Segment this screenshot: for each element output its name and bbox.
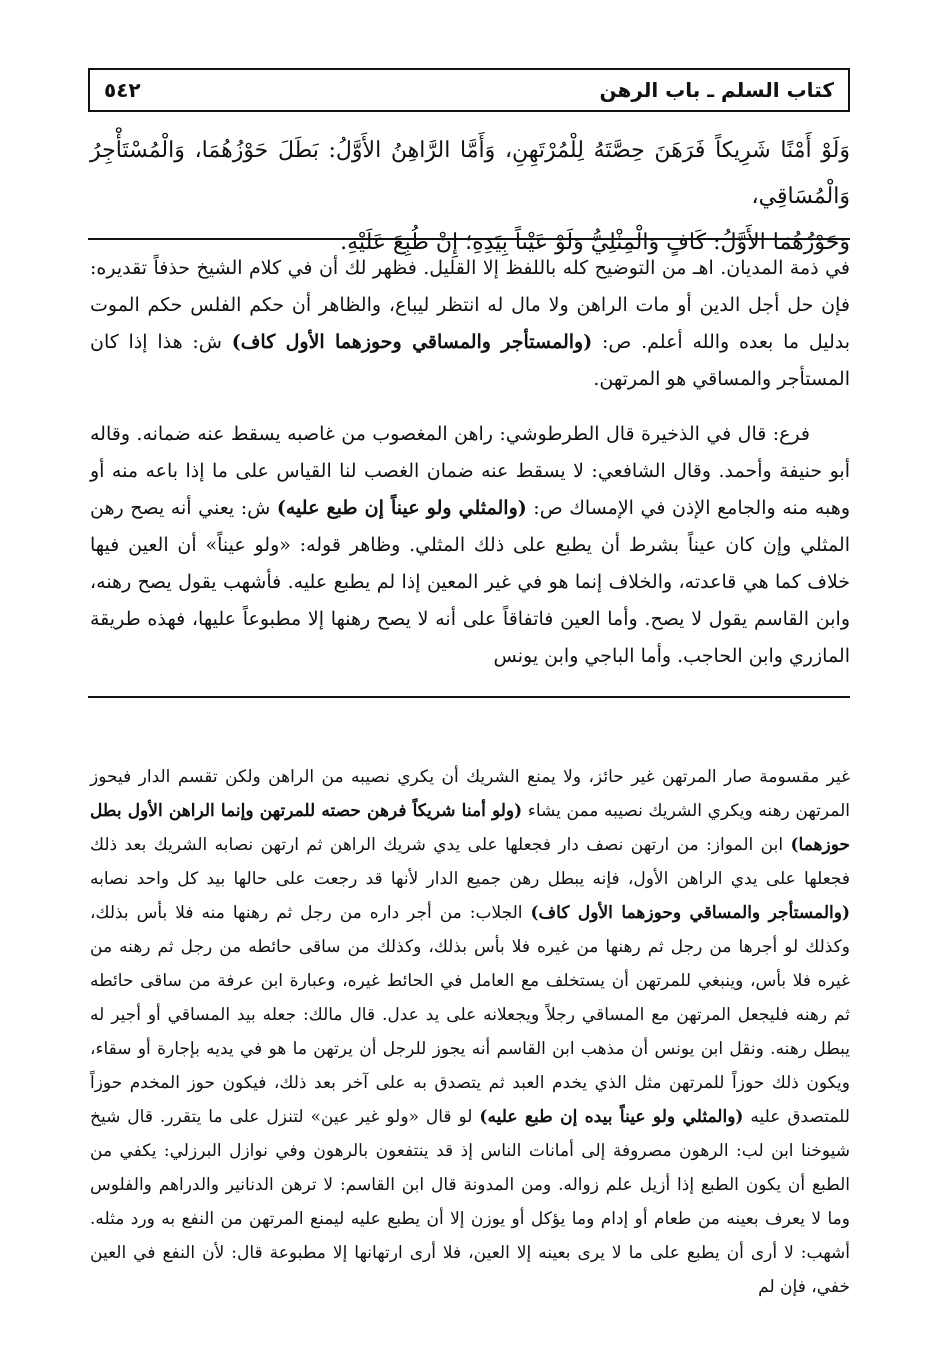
divider-upper [88, 238, 850, 240]
divider-lower [88, 696, 850, 698]
matn-quote: (والمستأجر والمساقي وحوزهما الأول كاف) [530, 903, 850, 923]
matn-quote: (والمثلي ولو عيناً إن طبع عليه) [276, 497, 527, 519]
matn-quote: (والمستأجر والمساقي وحوزهما الأول كاف) [231, 331, 593, 353]
page-number: ٥٤٢ [104, 78, 141, 102]
matn-line: وَحَوْزُهُمَا الأَوَّلُ: كَافٍ وَالْمِثْلِيُّ وَلَوْ عَيْناً بِيَدِهِ؛ إِنْ طُبِعَ عَلَيْهِ. [340, 230, 850, 255]
matn-quote: (ولو أمنا شريكاً فرهن حصته للمرتهن وإنما الراهن الأول بطل حوزهما) [90, 801, 850, 855]
matn-quote: (والمثلي ولو عيناً بيده إن طبع عليه) [479, 1107, 744, 1127]
sharh-paragraph: في ذمة المديان. اهـ من التوضيح كله باللفظ إلا القليل. فظهر لك أن في كلام الشيخ حذفاً تقديره: فإن حل أجل الدين أو مات الراهن ولا مال له انتظر ليباع، والظاهر أن حكم الفلس حكم الموت بدليل ما بعده والله أعلم. ص: (والمستأجر والمساقي وحوزهما الأول كاف) ش: هذا إذا كان المستأجر والمساقي هو المرتهن. [90, 257, 850, 390]
matn-line: وَلَوْ أَمْنًا شَرِيكاً فَرَهَنَ حِصَّتَهُ لِلْمُرْتَهِنِ، وَأَمَّا الرَّاهِنُ الأَوَّلُ: بَطَلَ حَوْزُهُمَا، وَالْمُسْتَأْجِرُ وَالْمُسَاقِي، [90, 138, 850, 209]
hashiya-paragraph: غير مقسومة صار المرتهن غير حائز، ولا يمنع الشريك أن يكري نصيبه من الراهن ولكن تقسم الدار فيحوز المرتهن رهنه ويكري الشريك نصيبه ممن يشاء (ولو أمنا شريكاً فرهن حصته للمرتهن وإنما الراهن الأول بطل حوزهما) ابن المواز: من ارتهن نصف دار فجعلها على يدي شريك الراهن ثم ارتهن نصابه الشريك بعد ذلك فجعلها على يدي الراهن الأول، فإنه يبطل رهن جميع الدار لأنها قد رجعت على حالها بيد كل واحد نصابه (والمستأجر والمساقي وحوزهما الأول كاف) الجلاب: من أجر داره من رجل ثم رهنها منه فلا بأس بذلك، وكذلك لو أجرها من رجل ثم رهنها من غيره فلا بأس بذلك، وكذلك من ساقى حائطه من رجل ثم رهنه من غيره فلا بأس، وينبغي للمرتهن أن يستخلف مع العامل في الحائط غيره، وعبارة ابن عرفة من ساقى حائطه ثم رهنه فليجعل المرتهن مع المساقي رجلاً ويجعلانه على يد عدل. قال مالك: جعله بيد المساقي أو أجير له يبطل رهنه. ونقل ابن يونس أن مذهب ابن القاسم أنه يجوز للرجل أن يرتهن ما هو في يديه بإجارة أو سقاء، ويكون ذلك حوزاً للمرتهن مثل الذي يخدم العبد ثم يتصدق به على آخر بعد ذلك، فيكون حوز المخدم حوزاً للمتصدق عليه (والمثلي ولو عيناً بيده إن طبع عليه) لو قال «ولو غير عين» لتنزل على ما يتقرر. قال شيخ شيوخنا ابن لب: الرهون مصروفة إلى أمانات الناس إذ قد ينتفعون بالرهون وفي نوازل البرزلي: يكفي من الطبع أن يكون الطبع إذا أزيل علم زواله. ومن المدونة قال ابن القاسم: لا ترهن الدنانير والدراهم والفلوس وما لا يعرف بعينه من طعام أو إدام وما يؤكل أو يوزن إلا أن يطبع عليه ليمنع المرتهن من النفع به ورد مثله. أشهب: لا أرى أن يطبع على ما لا يرى بعينه إلا العين، فلا أرى ارتهانها إلا مطبوعة قال: لأن النفع في العين خفي، فإن لم [90, 767, 850, 1297]
book-page [78, 58, 858, 1338]
running-title: كتاب السلم ـ باب الرهن [599, 78, 834, 102]
sharh-commentary [90, 250, 850, 675]
matn-text [90, 128, 850, 266]
hashiya-footnote [90, 760, 850, 1304]
sharh-paragraph: فرع: قال في الذخيرة قال الطرطوشي: راهن المغصوب من غاصبه يسقط عنه ضمانه. وقاله أبو حنيفة وأحمد. وقال الشافعي: لا يسقط عنه ضمان الغصب لنا القياس على ما إذا باعه منه أو وهبه منه والجامع الإذن في الإمساك ص: (والمثلي ولو عيناً إن طبع عليه) ش: يعني أنه يصح رهن المثلي وإن كان عيناً بشرط أن يطبع على ذلك المثلي. وظاهر قوله: «ولو عيناً» أن العين فيها خلاف كما هي قاعدته، والخلاف إنما هو في غير المعين إذا لم يطبع عليه. فأشهب يقول يصح رهنه، وابن القاسم يقول لا يصح. وأما العين فاتفاقاً على أنه لا يصح رهنها إلا مطبوعاً عليها، فهذه طريقة المازري وابن الحاجب. وأما الباجي وابن يونس [90, 423, 850, 667]
page-header [88, 68, 850, 112]
